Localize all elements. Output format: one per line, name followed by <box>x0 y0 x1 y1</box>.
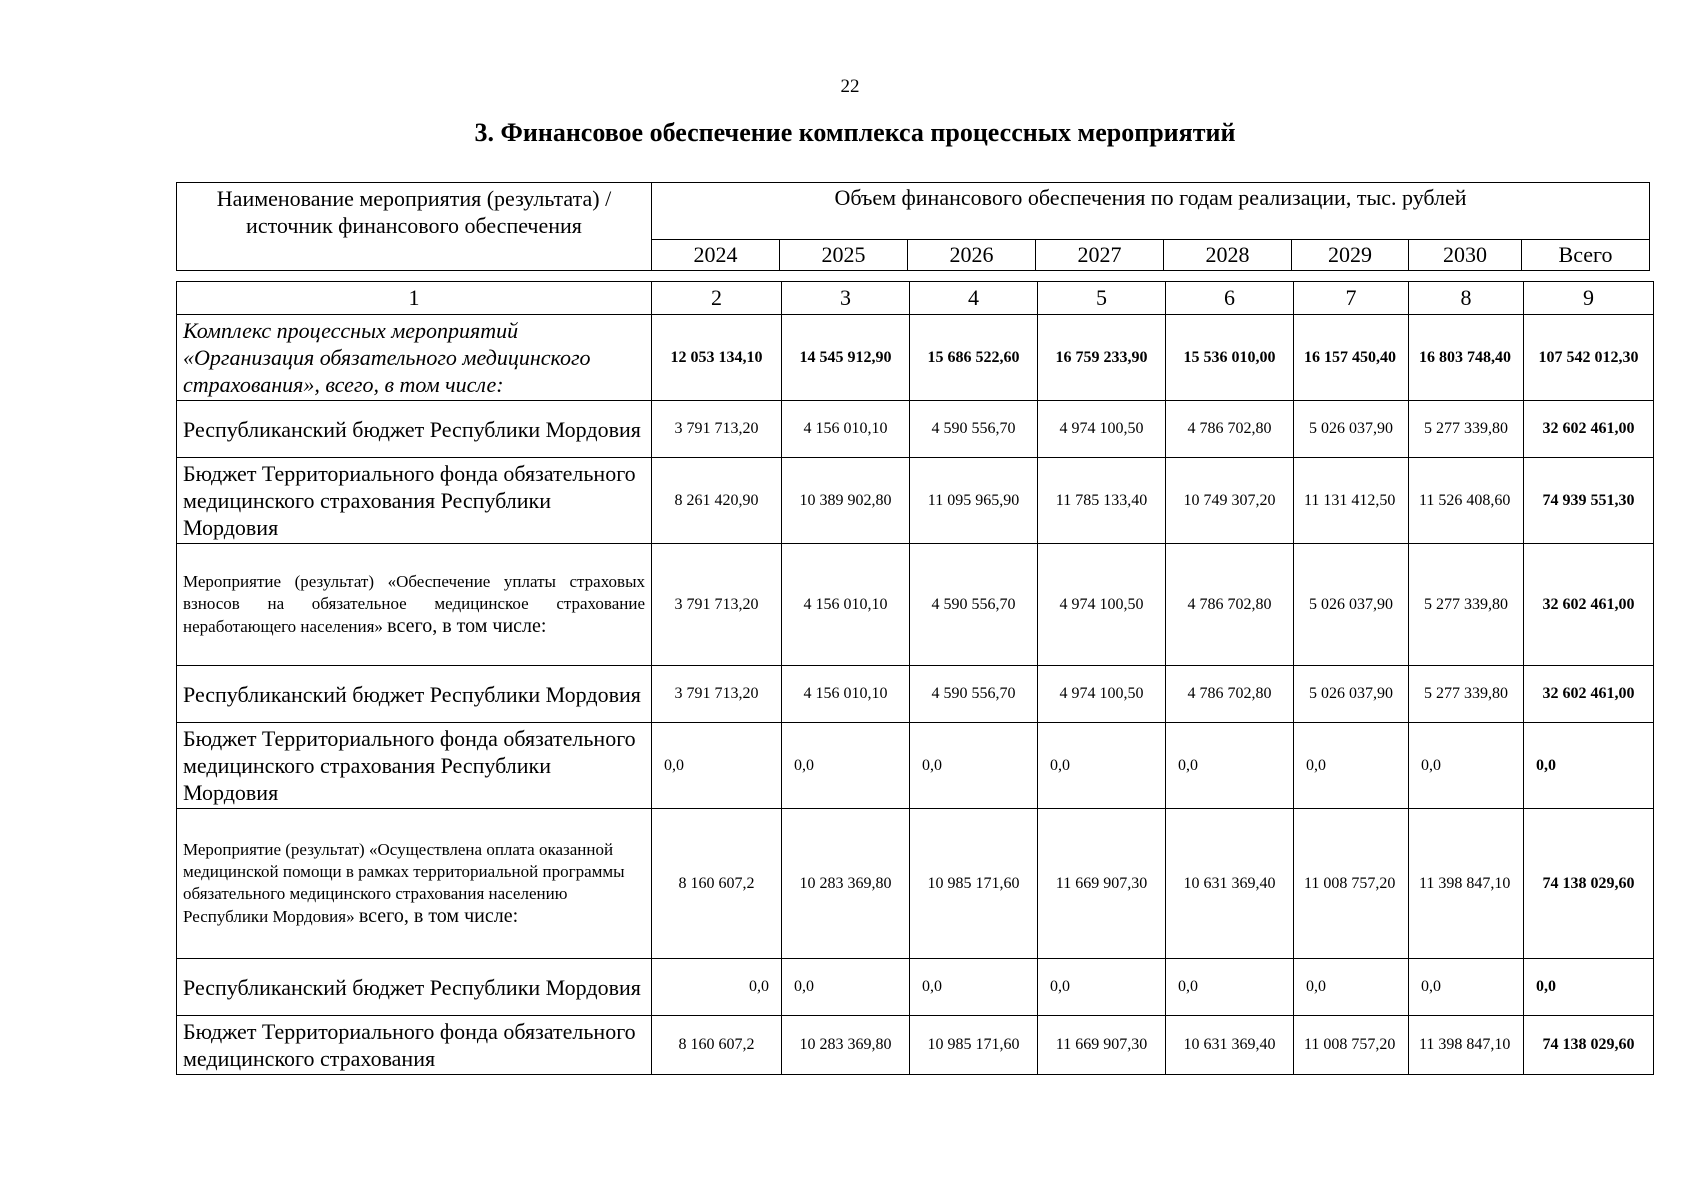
row-value: 0,0 <box>1409 959 1524 1016</box>
row-name: Республиканский бюджет Республики Мордовия <box>177 401 652 458</box>
table-row <box>177 666 1654 723</box>
row-value: 0,0 <box>1038 959 1166 1016</box>
column-number: 4 <box>910 282 1038 315</box>
page-number: 22 <box>840 76 860 97</box>
row-value: 74 939 551,30 <box>1524 458 1654 544</box>
row-value: 16 157 450,40 <box>1294 315 1409 401</box>
column-number: 6 <box>1166 282 1294 315</box>
header-year: 2028 <box>1164 240 1292 271</box>
row-value: 4 156 010,10 <box>782 666 910 723</box>
row-value: 10 985 171,60 <box>910 1016 1038 1075</box>
table-row <box>177 544 1654 666</box>
row-value: 3 791 713,20 <box>652 666 782 723</box>
row-value: 0,0 <box>910 959 1038 1016</box>
column-number: 3 <box>782 282 910 315</box>
row-value: 4 590 556,70 <box>910 401 1038 458</box>
row-value: 11 008 757,20 <box>1294 809 1409 959</box>
row-value: 0,0 <box>1524 959 1654 1016</box>
row-value: 4 590 556,70 <box>910 666 1038 723</box>
row-value: 4 974 100,50 <box>1038 666 1166 723</box>
row-value: 11 398 847,10 <box>1409 809 1524 959</box>
header-year: 2029 <box>1292 240 1409 271</box>
row-value: 3 791 713,20 <box>652 401 782 458</box>
row-value: 16 803 748,40 <box>1409 315 1524 401</box>
row-value: 0,0 <box>782 959 910 1016</box>
header-name-column: Наименование мероприятия (результата) / источник финансового обеспечения <box>177 183 652 271</box>
row-value: 4 974 100,50 <box>1038 401 1166 458</box>
row-value: 4 786 702,80 <box>1166 544 1294 666</box>
row-name: Бюджет Территориального фонда обязательного медицинского страхования Республики Мордовия <box>177 458 652 544</box>
row-value: 3 791 713,20 <box>652 544 782 666</box>
row-value: 11 008 757,20 <box>1294 1016 1409 1075</box>
row-value: 11 131 412,50 <box>1294 458 1409 544</box>
row-value: 10 631 369,40 <box>1166 1016 1294 1075</box>
table-row <box>177 1016 1654 1075</box>
row-value: 74 138 029,60 <box>1524 1016 1654 1075</box>
column-number: 5 <box>1038 282 1166 315</box>
row-value: 4 156 010,10 <box>782 401 910 458</box>
row-value: 5 026 037,90 <box>1294 666 1409 723</box>
row-value: 4 590 556,70 <box>910 544 1038 666</box>
header-year: 2030 <box>1409 240 1522 271</box>
row-value: 32 602 461,00 <box>1524 666 1654 723</box>
row-value: 11 785 133,40 <box>1038 458 1166 544</box>
table-row <box>177 809 1654 959</box>
row-name <box>177 544 652 666</box>
row-value: 14 545 912,90 <box>782 315 910 401</box>
column-number-row <box>177 282 1654 315</box>
row-value: 10 389 902,80 <box>782 458 910 544</box>
row-value: 0,0 <box>652 959 782 1016</box>
row-value: 0,0 <box>1524 723 1654 809</box>
table-row <box>177 315 1654 401</box>
row-value: 4 156 010,10 <box>782 544 910 666</box>
column-number: 1 <box>177 282 652 315</box>
table-row <box>177 723 1654 809</box>
financing-table <box>176 281 1654 1075</box>
row-name: Комплекс процессных мероприятий «Организация обязательного медицинского страхования», всего, в том числе: <box>177 315 652 401</box>
column-number: 2 <box>652 282 782 315</box>
row-value: 16 759 233,90 <box>1038 315 1166 401</box>
column-number: 9 <box>1524 282 1654 315</box>
row-value: 0,0 <box>1166 959 1294 1016</box>
row-name <box>177 809 652 959</box>
row-value: 0,0 <box>910 723 1038 809</box>
header-year: 2024 <box>652 240 780 271</box>
row-value: 5 026 037,90 <box>1294 544 1409 666</box>
row-value: 4 786 702,80 <box>1166 666 1294 723</box>
row-value: 8 160 607,2 <box>652 1016 782 1075</box>
row-value: 10 631 369,40 <box>1166 809 1294 959</box>
row-value: 10 283 369,80 <box>782 1016 910 1075</box>
column-number: 8 <box>1409 282 1524 315</box>
row-value: 11 526 408,60 <box>1409 458 1524 544</box>
header-year: 2025 <box>780 240 908 271</box>
row-name-text: Мероприятие (результат) «Обеспечение уплаты страховых взносов на обязательное медицинское страхование неработающего населения» <box>183 572 645 636</box>
row-value: 5 277 339,80 <box>1409 544 1524 666</box>
row-value: 11 095 965,90 <box>910 458 1038 544</box>
row-name-tail: всего, в том числе: <box>387 615 547 637</box>
header-volume-column: Объем финансового обеспечения по годам реализации, тыс. рублей <box>652 183 1650 240</box>
row-value: 10 749 307,20 <box>1166 458 1294 544</box>
row-value: 32 602 461,00 <box>1524 401 1654 458</box>
table-row <box>177 458 1654 544</box>
row-value: 11 398 847,10 <box>1409 1016 1524 1075</box>
row-value: 32 602 461,00 <box>1524 544 1654 666</box>
row-value: 10 283 369,80 <box>782 809 910 959</box>
document-title: 3. Финансовое обеспечение комплекса процессных мероприятий <box>474 118 1236 147</box>
row-value: 0,0 <box>1294 723 1409 809</box>
row-name: Республиканский бюджет Республики Мордовия <box>177 959 652 1016</box>
row-value: 15 536 010,00 <box>1166 315 1294 401</box>
row-value: 8 160 607,2 <box>652 809 782 959</box>
header-year: 2027 <box>1036 240 1164 271</box>
row-value: 0,0 <box>782 723 910 809</box>
row-value: 11 669 907,30 <box>1038 809 1166 959</box>
row-value: 0,0 <box>652 723 782 809</box>
row-value: 4 974 100,50 <box>1038 544 1166 666</box>
row-value: 15 686 522,60 <box>910 315 1038 401</box>
row-name: Республиканский бюджет Республики Мордовия <box>177 666 652 723</box>
row-value: 4 786 702,80 <box>1166 401 1294 458</box>
row-value: 11 669 907,30 <box>1038 1016 1166 1075</box>
row-value: 5 277 339,80 <box>1409 401 1524 458</box>
table-row <box>177 959 1654 1016</box>
row-name: Бюджет Территориального фонда обязательного медицинского страхования <box>177 1016 652 1075</box>
row-name-text: Мероприятие (результат) «Осуществлена оплата оказанной медицинской помощи в рамках территориальной программы обязательного медицинского страхования населению Республики Мордовия» <box>183 840 625 926</box>
row-value: 107 542 012,30 <box>1524 315 1654 401</box>
row-value: 0,0 <box>1294 959 1409 1016</box>
row-value: 0,0 <box>1166 723 1294 809</box>
row-value: 5 026 037,90 <box>1294 401 1409 458</box>
header-year: 2026 <box>908 240 1036 271</box>
row-value: 74 138 029,60 <box>1524 809 1654 959</box>
row-value: 0,0 <box>1038 723 1166 809</box>
row-value: 8 261 420,90 <box>652 458 782 544</box>
header-total: Всего <box>1522 240 1650 271</box>
row-value: 12 053 134,10 <box>652 315 782 401</box>
table-header <box>176 182 1650 271</box>
row-name: Бюджет Территориального фонда обязательного медицинского страхования Республики Мордовия <box>177 723 652 809</box>
row-name-tail: всего, в том числе: <box>358 905 519 927</box>
row-value: 0,0 <box>1409 723 1524 809</box>
column-number: 7 <box>1294 282 1409 315</box>
row-value: 10 985 171,60 <box>910 809 1038 959</box>
row-value: 5 277 339,80 <box>1409 666 1524 723</box>
table-row <box>177 401 1654 458</box>
